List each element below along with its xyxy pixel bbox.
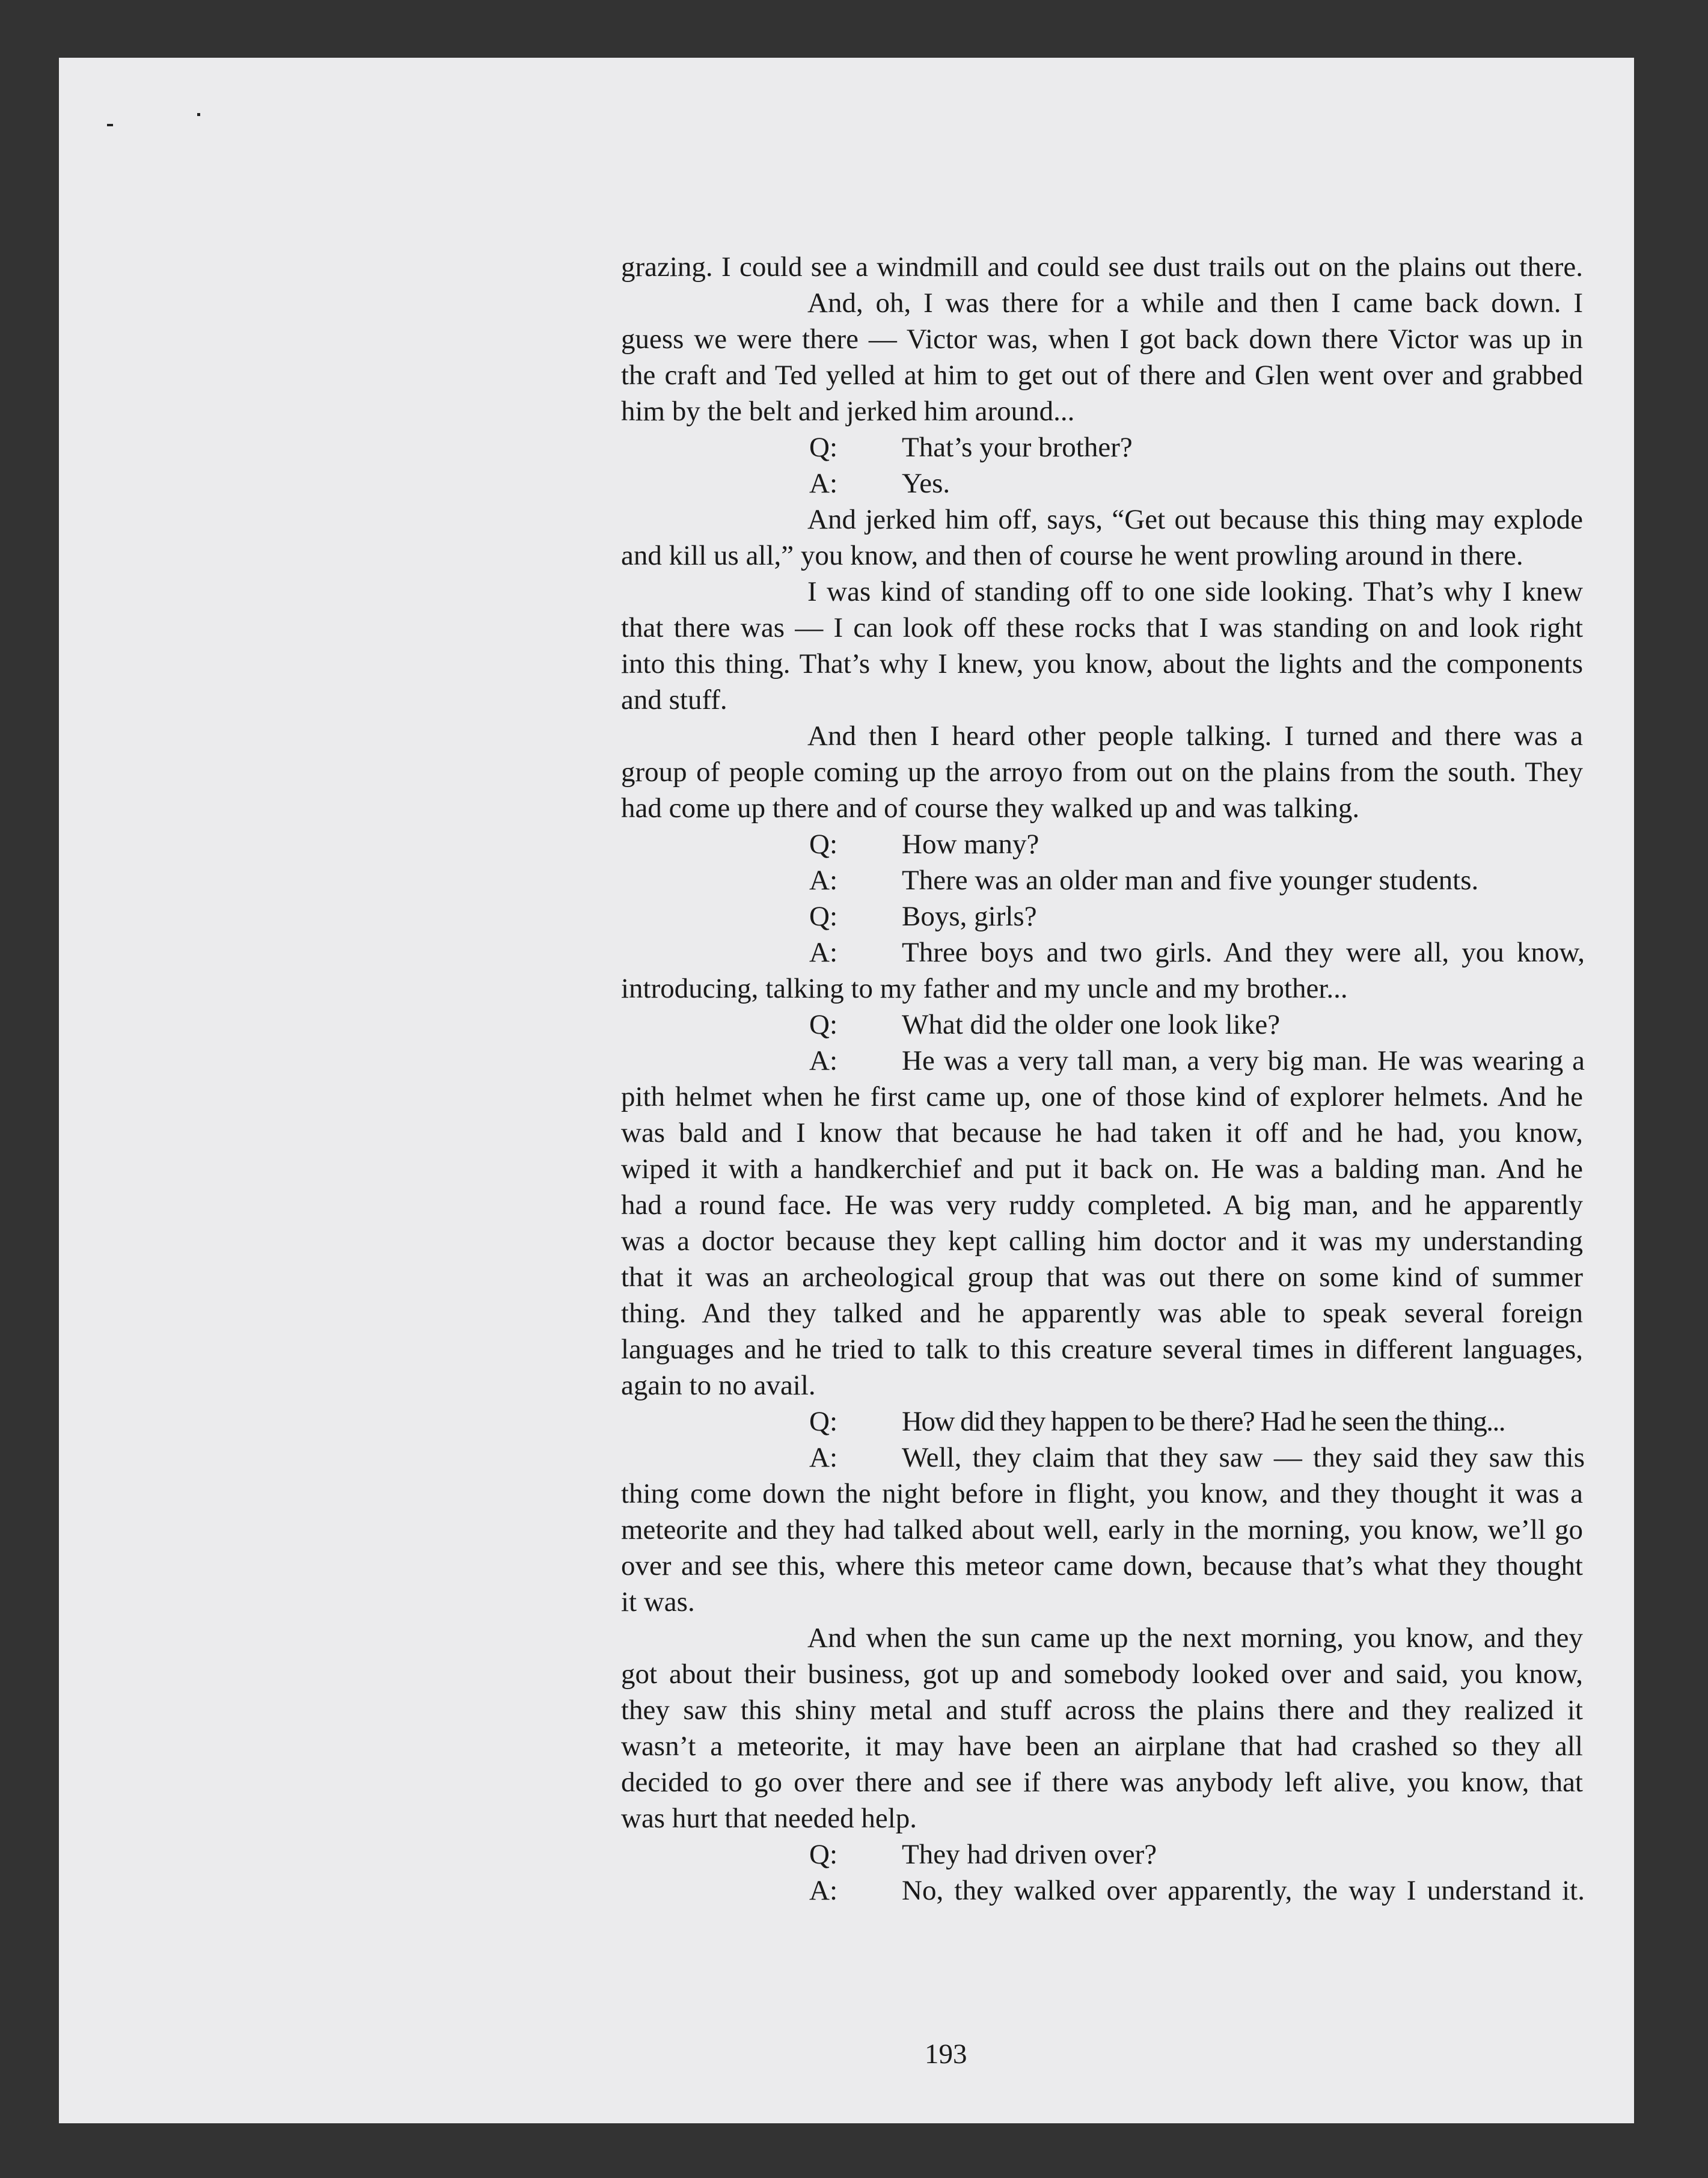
transcript-line: him by the belt and jerked him around... [621,396,1075,427]
qa-text: Boys, girls? [902,901,1037,932]
transcript-line: thing come down the night before in flight, you know, and they thought it was a [621,1478,1583,1509]
speaker-tag: A: [809,937,837,968]
transcript-line: was a doctor because they kept calling him doctor and it was my understanding [621,1226,1583,1257]
qa-text: How many? [902,829,1039,860]
speaker-tag: Q: [809,432,837,463]
transcript-line: thing. And they talked and he apparently was able to speak several foreign [621,1298,1583,1329]
transcript-line: got about their business, got up and somebody looked over and said, you know, [621,1658,1583,1690]
qa-line [809,1043,1585,1079]
transcript-line: group of people coming up the arroyo from out on the plains from the south. They [621,756,1583,788]
qa-line [809,1403,1585,1440]
qa-line [809,1440,1585,1476]
transcript-line: wiped it with a handkerchief and put it back on. He was a balding man. And he [621,1153,1583,1185]
transcript-line: that there was — I can look off these rocks that I was standing on and look right [621,612,1583,643]
transcript-line: languages and he tried to talk to this creature several times in different languages, [621,1334,1583,1365]
transcript-line: that it was an archeological group that was out there on some kind of summer [621,1262,1583,1293]
qa-text: That’s your brother? [902,432,1133,463]
qa-line [809,1873,1585,1909]
qa-text: He was a very tall man, a very big man. He was wearing a [902,1045,1585,1076]
speaker-tag: A: [809,865,837,896]
transcript-line: wasn’t a meteorite, it may have been an airplane that had crashed so they all [621,1731,1583,1762]
transcript-line: was hurt that needed help. [621,1803,917,1834]
transcript-line: grazing. I could see a windmill and could see dust trails out on the plains out there. [621,251,1583,283]
qa-text: There was an older man and five younger students. [902,865,1479,896]
transcript-line: into this thing. That’s why I knew, you know, about the lights and the components [621,648,1583,679]
document-page [59,58,1634,2123]
transcript-line: meteorite and they had talked about well, early in the morning, you know, we’ll go [621,1514,1583,1545]
transcript-line: it was. [621,1586,695,1618]
transcript-line: decided to go over there and see if there was anybody left alive, you know, that [621,1767,1583,1798]
transcript-line: pith helmet when he first came up, one of those kind of explorer helmets. And he [621,1081,1583,1112]
qa-text: Three boys and two girls. And they were all, you know, [902,937,1585,968]
transcript-line: had a round face. He was very ruddy completed. A big man, and he apparently [621,1189,1583,1221]
transcript-line: over and see this, where this meteor came down, because that’s what they thought [621,1550,1583,1581]
qa-text: How did they happen to be there? Had he seen the thing... [902,1406,1505,1437]
speaker-tag: Q: [809,1406,837,1437]
qa-line [809,465,1585,502]
qa-line [809,898,1585,934]
transcript-line: and kill us all,” you know, and then of course he went prowling around in there. [621,540,1523,571]
speaker-tag: Q: [809,1839,837,1870]
transcript-line: introducing, talking to my father and my uncle and my brother... [621,973,1348,1004]
scan-speck [197,113,200,116]
qa-line [809,862,1585,898]
speaker-tag: A: [809,1045,837,1076]
transcript-line: the craft and Ted yelled at him to get out of there and Glen went over and grabbed [621,360,1583,391]
transcript-line: had come up there and of course they walked up and was talking. [621,793,1360,824]
transcript-line: was bald and I know that because he had taken it off and he had, you know, [621,1117,1583,1149]
transcript-line: they saw this shiny metal and stuff across the plains there and they realized it [621,1695,1583,1726]
speaker-tag: A: [809,1442,837,1473]
transcript-line: again to no avail. [621,1370,816,1401]
transcript-line: and stuff. [621,684,727,716]
qa-line [809,826,1585,862]
transcript-line: And then I heard other people talking. I turned and there was a [807,720,1583,752]
qa-line [809,1007,1585,1043]
transcript-line: guess we were there — Victor was, when I got back down there Victor was up in [621,324,1583,355]
qa-text: Yes. [902,468,950,499]
speaker-tag: Q: [809,901,837,932]
qa-text: No, they walked over apparently, the way I understand it. [902,1875,1585,1906]
speaker-tag: A: [809,1875,837,1906]
qa-text: Well, they claim that they saw — they said they saw this [902,1442,1585,1473]
qa-text: They had driven over? [902,1839,1157,1870]
speaker-tag: Q: [809,1009,837,1040]
qa-line [809,429,1585,465]
transcript-line: And jerked him off, says, “Get out because this thing may explode [807,504,1583,535]
qa-text: What did the older one look like? [902,1009,1281,1040]
qa-line [809,934,1585,971]
speaker-tag: A: [809,468,837,499]
page-number: 193 [925,2038,967,2070]
qa-line [809,1836,1585,1873]
transcript-line: And when the sun came up the next morning, you know, and they [807,1622,1583,1654]
scan-speck [107,124,113,126]
speaker-tag: Q: [809,829,837,860]
transcript-line: I was kind of standing off to one side looking. That’s why I knew [807,576,1583,607]
transcript-line: And, oh, I was there for a while and then I came back down. I [807,287,1583,319]
